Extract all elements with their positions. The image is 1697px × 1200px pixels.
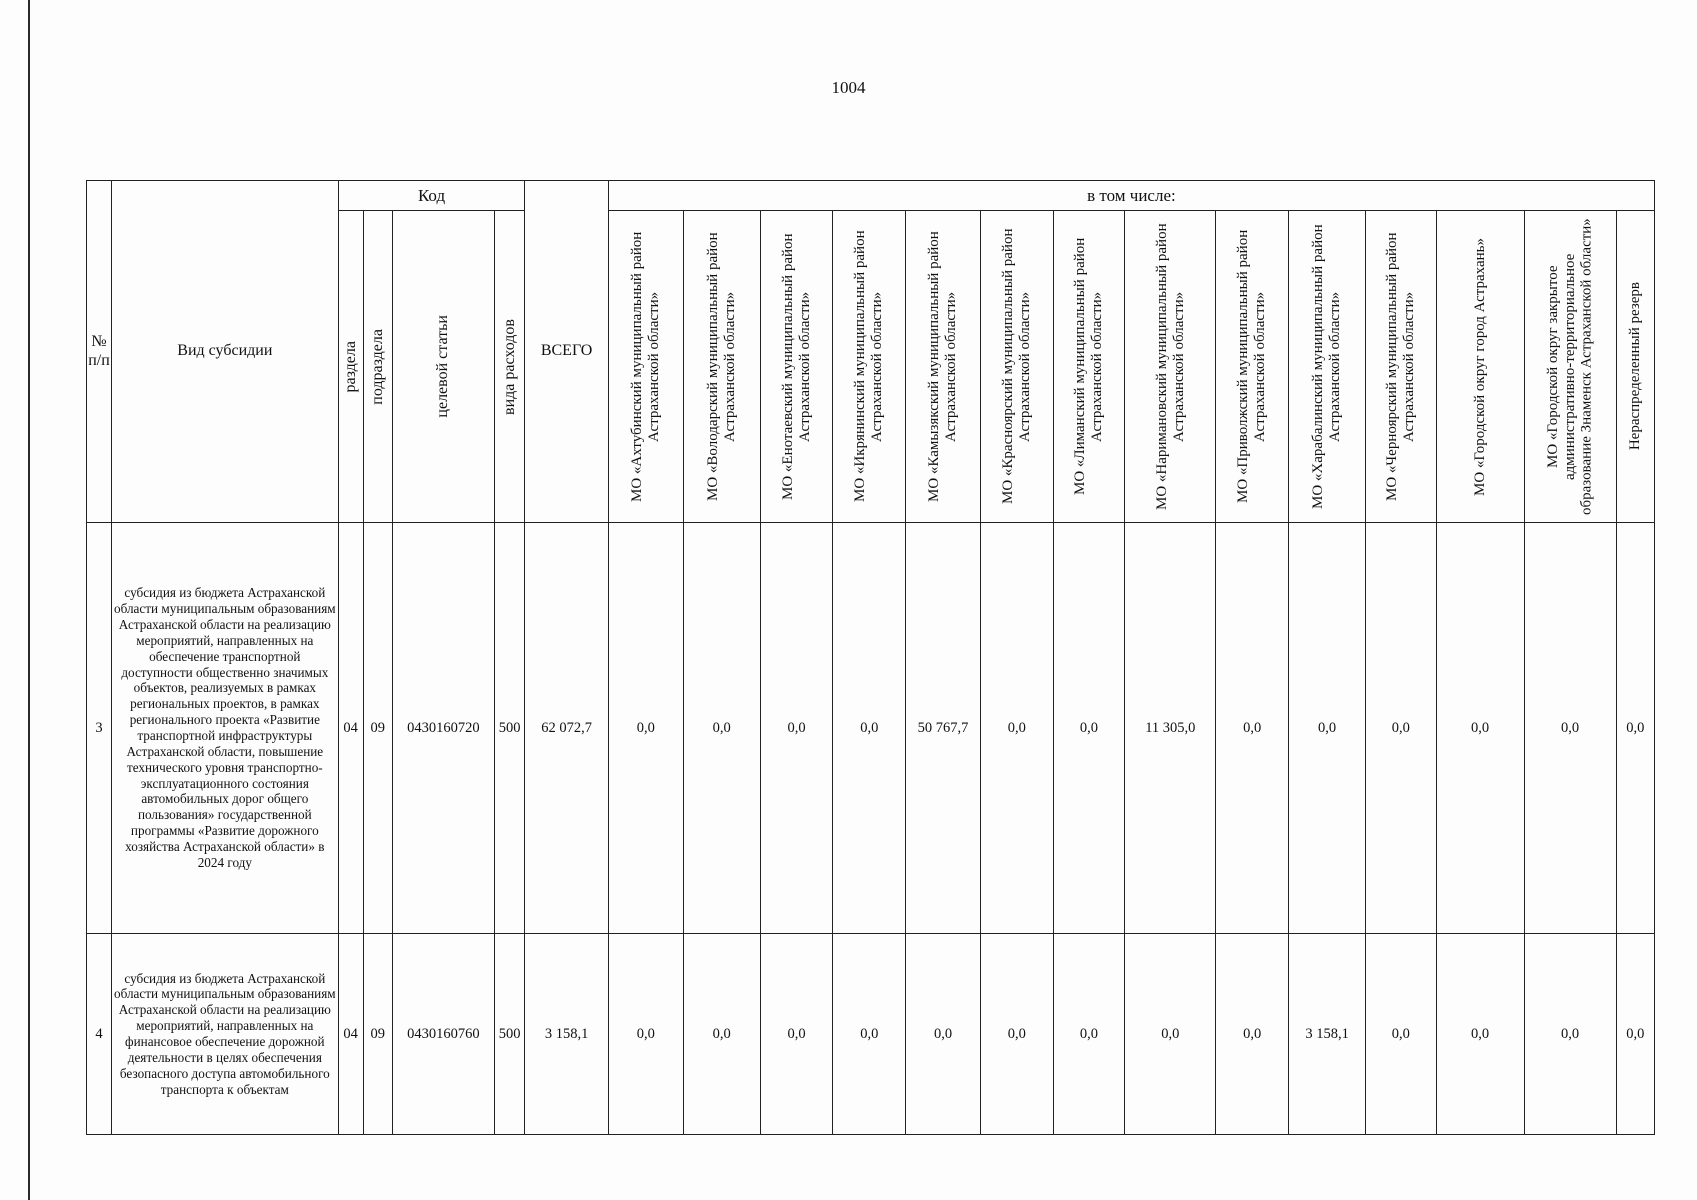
row-value: 0,0 [1524,934,1616,1135]
row-value: 0,0 [683,523,760,934]
header-including: в том числе: [608,181,1654,211]
row-value: 0,0 [1366,934,1437,1135]
row-value: 0,0 [1053,523,1125,934]
row-subsidy-kind: субсидия из бюджета Астраханской области муниципальным образованиям Астраханской области на реализацию мероприятий, направленных на обеспечение транспортной доступности общественно значимых объектов, реализуемых в рамках региональных проектов, в рамках регионального проекта «Развитие транспортной инфраструктуры Астраханской области, повышение технического уровня транспортно-эксплуатационного состояния автомобильных дорог общего пользования» государственной программы «Развитие дорожного хозяйства Астраханской области» в 2024 году [111,523,338,934]
row-value: 0,0 [1436,523,1524,934]
row-subsidy-kind: субсидия из бюджета Астраханской области муниципальным образованиям Астраханской области на реализацию мероприятий, направленных на финансовое обеспечение дорожной деятельности в целях обеспечения безопасного доступа автомобильного транспорта к объектам [111,934,338,1135]
row-value: 0,0 [1616,523,1654,934]
header-mo-chernoyarsky: МО «Черноярский муниципальный район Астраханской области» [1366,211,1437,523]
row-value: 0,0 [1289,523,1366,934]
row-target: 0430160720 [392,523,494,934]
row-value: 0,0 [980,934,1053,1135]
row-value: 0,0 [1366,523,1437,934]
header-no: № п/п [87,181,112,523]
header-mo-astrakhan-city: МО «Городской округ город Астрахань» [1436,211,1524,523]
header-mo-ikryaninsky: МО «Икрянинский муниципальный район Астраханской области» [833,211,906,523]
row-value: 0,0 [760,934,833,1135]
header-mo-limansky: МО «Лиманский муниципальный район Астраханской области» [1053,211,1125,523]
row-value: 0,0 [833,934,906,1135]
row-number: 3 [87,523,112,934]
page-number: 1004 [831,78,866,97]
header-mo-kharabalinsky: МО «Харабалинский муниципальный район Астраханской области» [1289,211,1366,523]
row-expense: 500 [494,523,524,934]
row-value: 0,0 [760,523,833,934]
row-section: 04 [338,523,363,934]
row-value: 3 158,1 [1289,934,1366,1135]
header-subsidy-kind: Вид субсидии [111,181,338,523]
header-mo-privolzhsky: МО «Приволжский муниципальный район Астраханской области» [1216,211,1289,523]
table-row [87,934,1655,1135]
header-mo-volodarsky: МО «Володарский муниципальный район Астраханской области» [683,211,760,523]
row-value: 0,0 [1216,934,1289,1135]
row-subsection: 09 [363,523,392,934]
row-value: 0,0 [1524,523,1616,934]
row-value: 0,0 [1216,523,1289,934]
header-code-target: целевой статьи [392,211,494,523]
header-mo-znamensk: МО «Городской округ закрытое административно-территориальное образование Знаменск Астраханской области» [1524,211,1616,523]
row-expense: 500 [494,934,524,1135]
row-value: 0,0 [1125,934,1216,1135]
header-total: ВСЕГО [525,181,609,523]
row-value: 0,0 [1053,934,1125,1135]
header-mo-kamyzyaksky: МО «Камызякский муниципальный район Астраханской области» [906,211,981,523]
header-mo-krasnoyarsky: МО «Красноярский муниципальный район Астраханской области» [980,211,1053,523]
row-value: 11 305,0 [1125,523,1216,934]
row-value: 0,0 [833,523,906,934]
row-value: 0,0 [980,523,1053,934]
header-code-expense: вида расходов [494,211,524,523]
row-value: 0,0 [1436,934,1524,1135]
row-number: 4 [87,934,112,1135]
table-row [87,523,1655,934]
row-subsection: 09 [363,934,392,1135]
header-mo-akhtubinsky: МО «Ахтубинский муниципальный район Астраханской области» [608,211,683,523]
row-section: 04 [338,934,363,1135]
subsidy-table [86,180,1655,1135]
header-mo-enotaevsky: МО «Енотаевский муниципальный район Астраханской области» [760,211,833,523]
header-mo-narimanovsky: МО «Наримановский муниципальный район Астраханской области» [1125,211,1216,523]
row-value: 0,0 [683,934,760,1135]
row-value: 50 767,7 [906,523,981,934]
row-total: 3 158,1 [525,934,609,1135]
row-target: 0430160760 [392,934,494,1135]
row-value: 0,0 [1616,934,1654,1135]
header-code-section: раздела [338,211,363,523]
header-code-subsection: подраздела [363,211,392,523]
row-total: 62 072,7 [525,523,609,934]
row-value: 0,0 [608,523,683,934]
binding-line [28,0,30,1200]
header-code: Код [338,181,525,211]
row-value: 0,0 [906,934,981,1135]
row-value: 0,0 [608,934,683,1135]
header-unallocated-reserve: Нераспределенный резерв [1616,211,1654,523]
